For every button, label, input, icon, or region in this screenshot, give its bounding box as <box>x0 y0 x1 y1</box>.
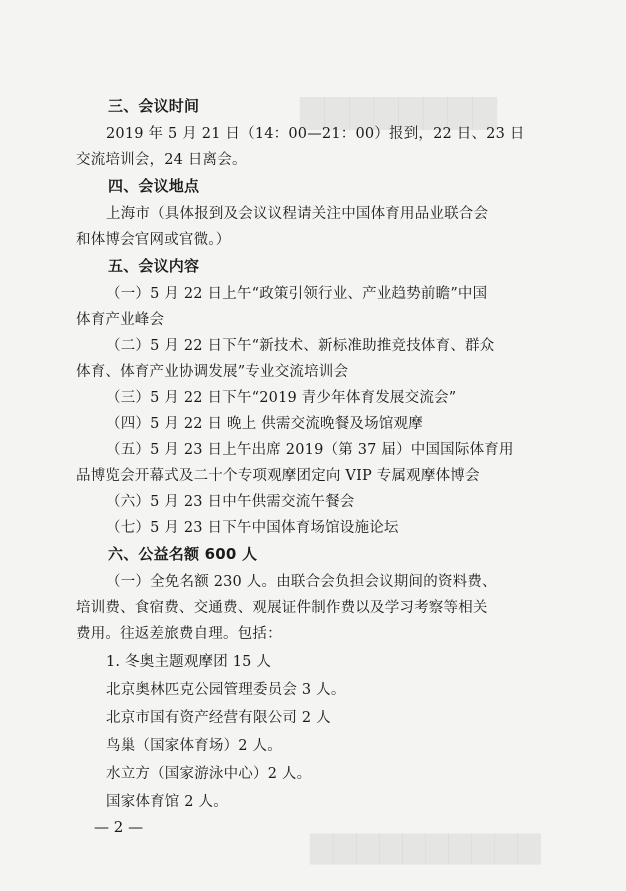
list-item: （一）5 月 22 日上午“政策引领行业、产业趋势前瞻”中国 <box>106 286 488 302</box>
list-item: 体育、体育产业协调发展”专业交流培训会 <box>76 364 349 380</box>
section-6-title: 六、公益名额 600 人 <box>108 545 258 563</box>
page-number: — 2 — <box>94 818 144 836</box>
list-item: （五）5 月 23 日上午出席 2019（第 37 届）中国国际体育用 <box>106 442 514 458</box>
paragraph-line: （一）全免名额 230 人。由联合会负担会议期间的资料费、 <box>106 574 497 590</box>
list-item: 品博览会开幕式及二十个专项观摩团定向 VIP 专属观摩体博会 <box>76 468 480 484</box>
paragraph-line: 上海市（具体报到及会议议程请关注中国体育用品业联合会 <box>106 206 489 222</box>
list-item: 水立方（国家游泳中心）2 人。 <box>106 766 312 782</box>
paragraph-line: 和体博会官网或官微。） <box>76 232 231 248</box>
section-4-title: 四、会议地点 <box>108 177 200 195</box>
bleed-through-shadow: ▇▇▇▇▇▇▇▇▇▇ <box>310 830 541 865</box>
list-item: （七）5 月 23 日下午中国体育场馆设施论坛 <box>106 520 399 536</box>
list-item: 1. 冬奥主题观摩团 15 人 <box>106 654 272 670</box>
list-item: （四）5 月 22 日 晚上 供需交流晚餐及场馆观摩 <box>106 416 423 432</box>
list-item: 北京市国有资产经营有限公司 2 人 <box>106 710 331 726</box>
section-5-title: 五、会议内容 <box>108 257 200 275</box>
paragraph-line: 2019 年 5 月 21 日（14：00—21：00）报到，22 日、23 日 <box>106 126 525 142</box>
paragraph-line: 交流培训会，24 日离会。 <box>76 152 247 168</box>
list-item: （六）5 月 23 日中午供需交流午餐会 <box>106 494 355 510</box>
list-item: （二）5 月 22 日下午“新技术、新标准助推竞技体育、群众 <box>106 338 495 354</box>
paragraph-line: 费用。往返差旅费自理。包括： <box>76 626 282 642</box>
bleed-through-shadow: ▇▇▇▇▇▇▇▇ <box>300 92 497 130</box>
list-item: 北京奥林匹克公园管理委员会 3 人。 <box>106 682 346 698</box>
list-item: 体育产业峰会 <box>76 312 165 328</box>
list-item: 国家体育馆 2 人。 <box>106 794 228 810</box>
list-item: （三）5 月 22 日下午“2019 青少年体育发展交流会” <box>106 390 457 406</box>
paragraph-line: 培训费、食宿费、交通费、观展证件制作费以及学习考察等相关 <box>76 600 488 616</box>
section-3-title: 三、会议时间 <box>108 97 200 115</box>
list-item: 鸟巢（国家体育场）2 人。 <box>106 738 282 754</box>
